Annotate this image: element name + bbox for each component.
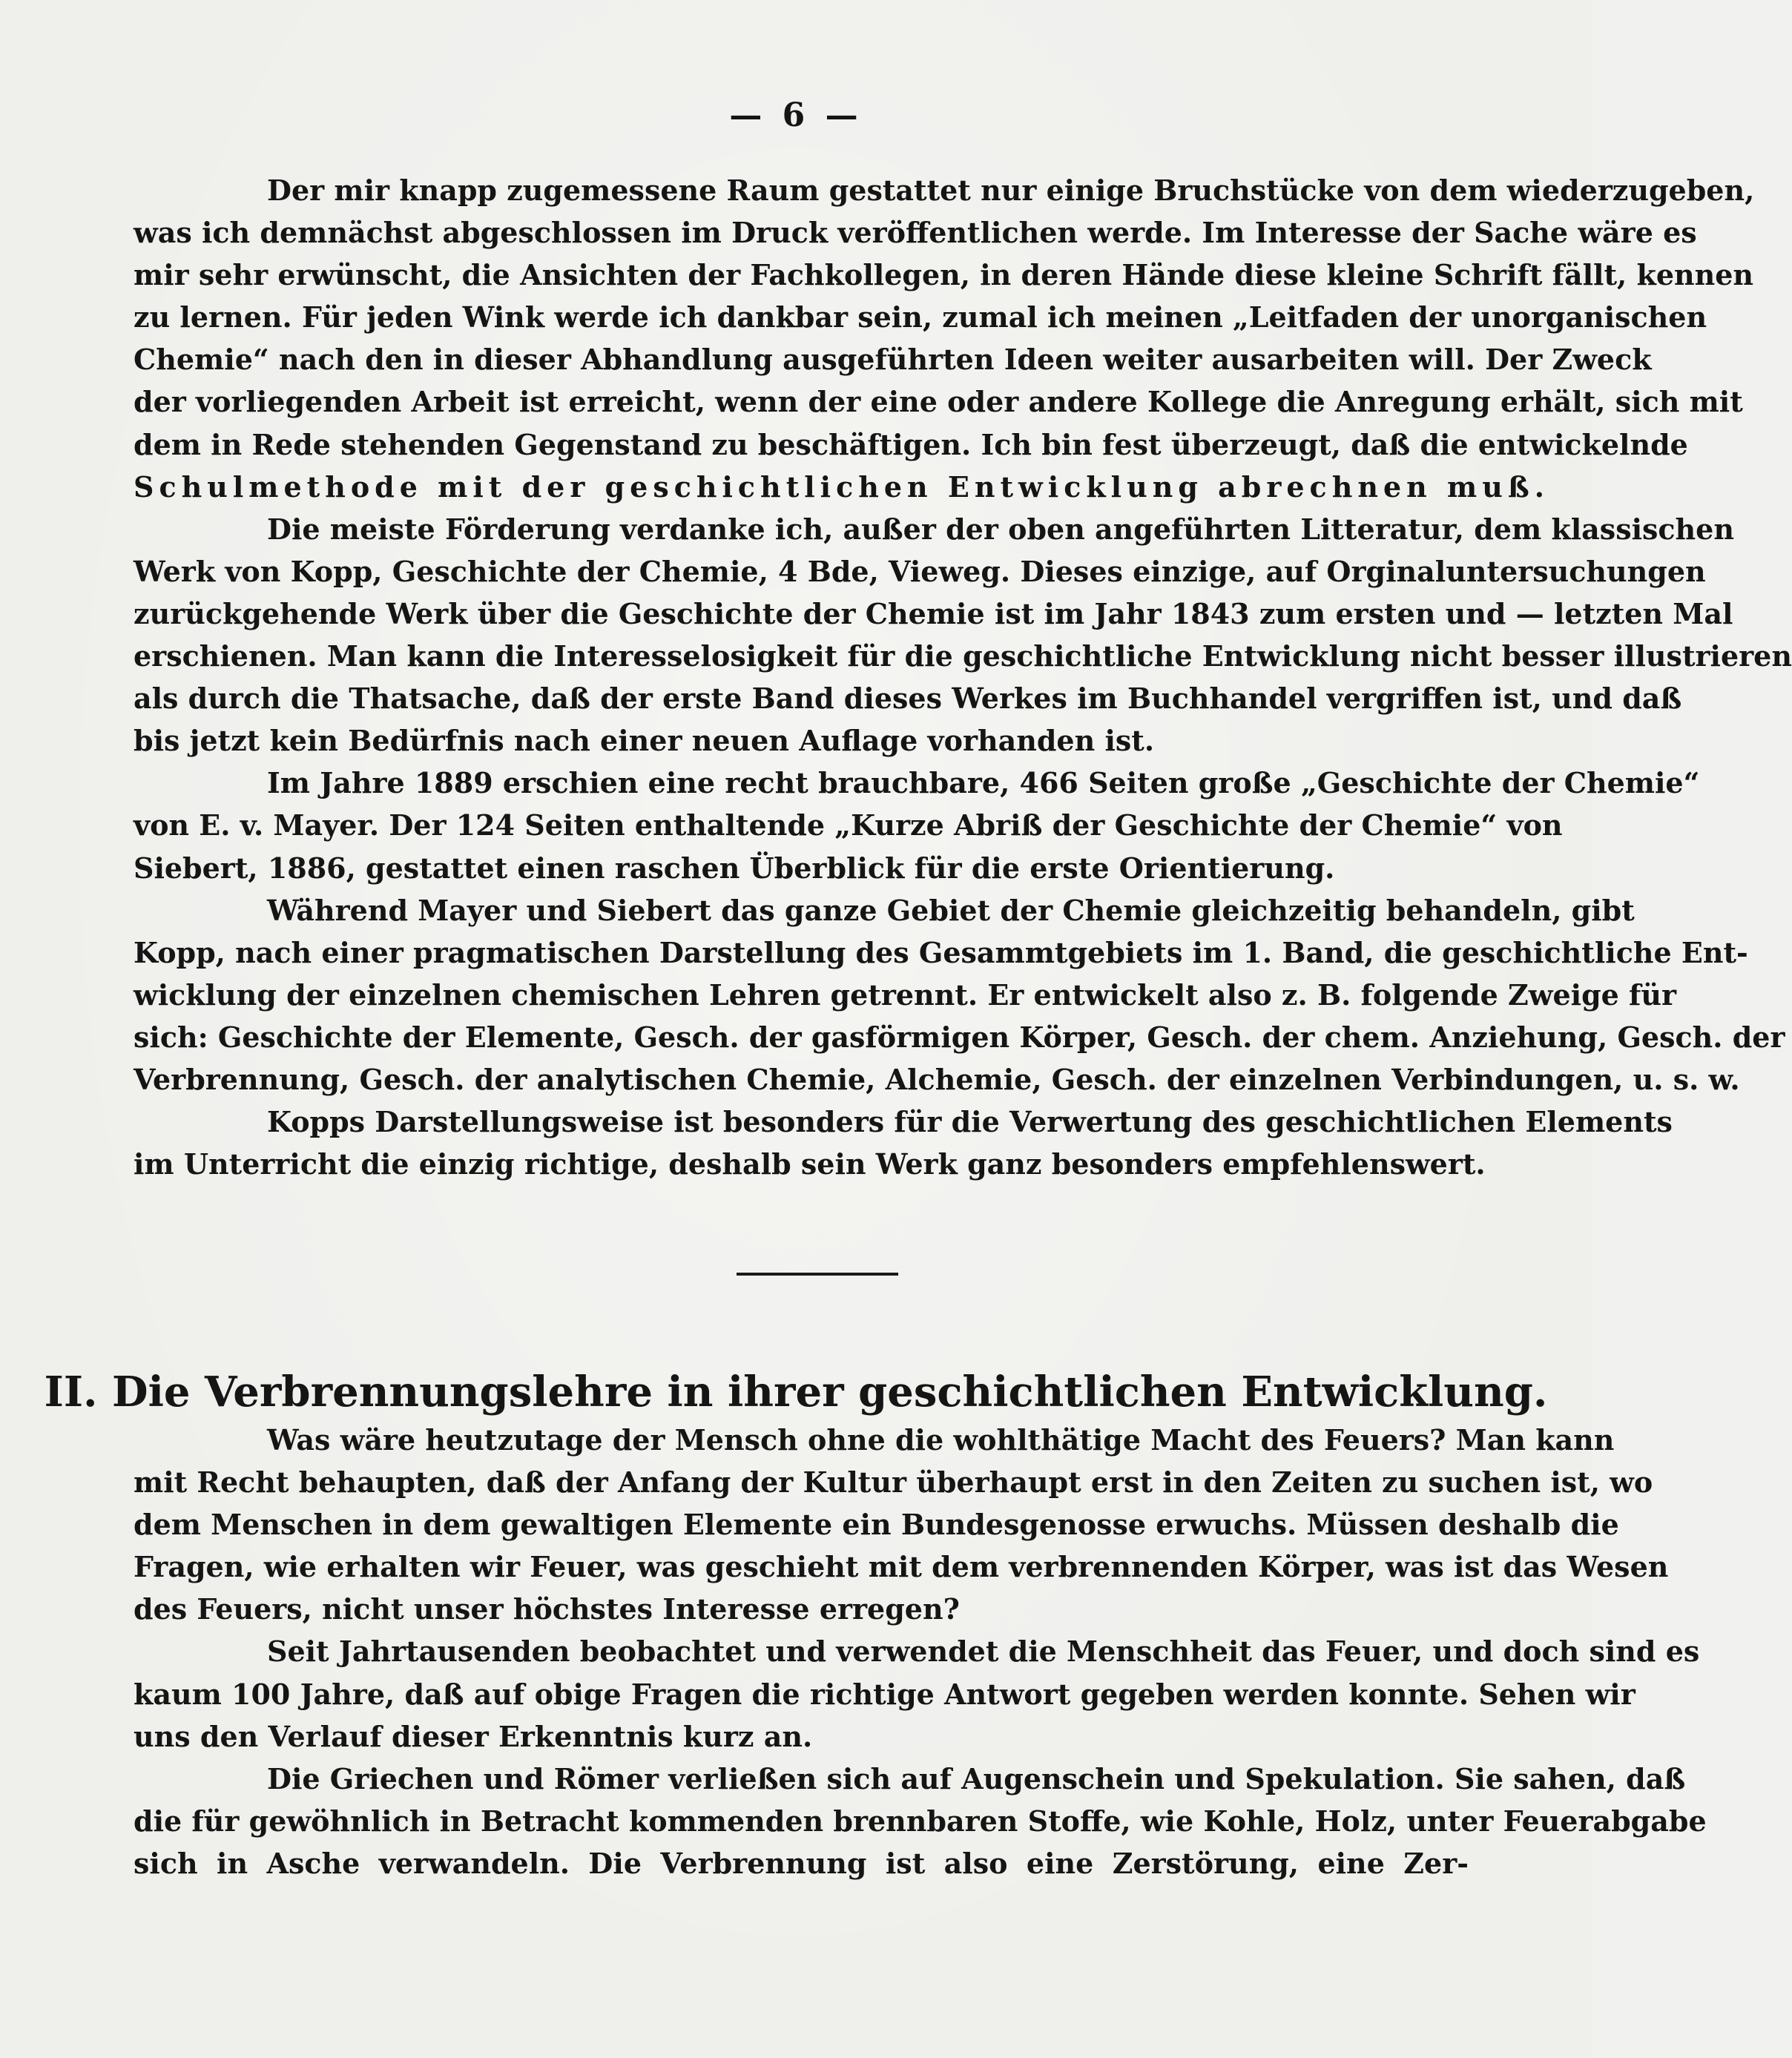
text-line: Fragen, wie erhalten wir Feuer, was geschieht mit dem verbrennenden Körper, was ist das Wesen bbox=[134, 1550, 1669, 1584]
text-line: Während Mayer und Siebert das ganze Gebiet der Chemie gleichzeitig behandeln, gibt bbox=[267, 893, 1635, 927]
section-text bbox=[134, 1419, 1707, 1884]
text-line: dem Menschen in dem gewaltigen Elemente ein Bundesgenosse erwuchs. Müssen deshalb die bbox=[134, 1508, 1619, 1542]
text-line: kaum 100 Jahre, daß auf obige Fragen die richtige Antwort gegeben werden konnte. Sehen wir bbox=[134, 1677, 1635, 1711]
text-line: Siebert, 1886, gestattet einen raschen Überblick für die erste Orientierung. bbox=[134, 851, 1335, 885]
page-number: — 6 — bbox=[729, 96, 863, 134]
text-line: bis jetzt kein Bedürfnis nach einer neuen Auflage vorhanden ist. bbox=[134, 724, 1155, 758]
text-line: als durch die Thatsache, daß der erste Band dieses Werkes im Buchhandel vergriffen ist, und daß bbox=[134, 682, 1682, 716]
text-line: erschienen. Man kann die Interesselosigkeit für die geschichtliche Entwicklung nicht besser illustrieren bbox=[134, 639, 1792, 673]
text-line: was ich demnächst abgeschlossen im Druck veröffentlichen werde. Im Interesse der Sache wäre es bbox=[134, 216, 1697, 250]
text-line: Seit Jahrtausenden beobachtet und verwendet die Menschheit das Feuer, und doch sind es bbox=[267, 1635, 1700, 1669]
text-line: des Feuers, nicht unser höchstes Interesse erregen? bbox=[134, 1592, 960, 1626]
section-divider bbox=[737, 1273, 898, 1276]
paragraph bbox=[134, 1758, 1707, 1884]
text-line: sich: Geschichte der Elemente, Gesch. der gasförmigen Körper, Gesch. der chem. Anziehung, Gesch. der bbox=[134, 1020, 1785, 1054]
text-line: Werk von Kopp, Geschichte der Chemie, 4 Bde, Vieweg. Dieses einzige, auf Orginaluntersuchungen bbox=[134, 554, 1706, 588]
text-line: dem in Rede stehenden Gegenstand zu beschäftigen. Ich bin fest überzeugt, daß die entwickelnde bbox=[134, 427, 1688, 461]
text-line: mir sehr erwünscht, die Ansichten der Fachkollegen, in deren Hände diese kleine Schrift fällt, kennen bbox=[134, 258, 1754, 292]
text-line: Im Jahre 1889 erschien eine recht brauchbare, 466 Seiten große „Geschichte der Chemie“ bbox=[267, 766, 1700, 800]
text-line: die für gewöhnlich in Betracht kommenden brennbaren Stoffe, wie Kohle, Holz, unter Feuerabgabe bbox=[134, 1804, 1707, 1838]
text-line: wicklung der einzelnen chemischen Lehren getrennt. Er entwickelt also z. B. folgende Zweige für bbox=[134, 977, 1677, 1012]
text-line: Kopp, nach einer pragmatischen Darstellung des Gesammtgebiets im 1. Band, die geschichtliche Ent- bbox=[134, 935, 1748, 969]
intro-text bbox=[134, 169, 1792, 1185]
text-line: Kopps Darstellungsweise ist besonders für die Verwertung des geschichtlichen Elements bbox=[267, 1105, 1673, 1139]
paragraph bbox=[134, 762, 1700, 888]
paragraph bbox=[134, 1101, 1673, 1185]
text-line: Verbrennung, Gesch. der analytischen Chemie, Alchemie, Gesch. der einzelnen Verbindungen, u. s. w. bbox=[134, 1062, 1740, 1096]
text-line: Der mir knapp zugemessene Raum gestattet nur einige Bruchstücke von dem wiederzugeben, bbox=[267, 174, 1755, 207]
text-line: Chemie“ nach den in dieser Abhandlung ausgeführten Ideen weiter ausarbeiten will. Der Zweck bbox=[134, 343, 1652, 377]
text-line: uns den Verlauf dieser Erkenntnis kurz an. bbox=[134, 1719, 813, 1753]
section-heading: II. Die Verbrennungslehre in ihrer geschichtlichen Entwicklung. bbox=[44, 1368, 1548, 1416]
text-line: im Unterricht die einzig richtige, deshalb sein Werk ganz besonders empfehlenswert. bbox=[134, 1147, 1486, 1181]
text-line: zurückgehende Werk über die Geschichte der Chemie ist im Jahr 1843 zum ersten und — letzten Mal bbox=[134, 596, 1733, 630]
paragraph bbox=[134, 169, 1755, 508]
text-line: mit Recht behaupten, daß der Anfang der Kultur überhaupt erst in den Zeiten zu suchen ist, wo bbox=[134, 1465, 1653, 1500]
text-line: sich in Asche verwandeln. Die Verbrennung ist also eine Zerstörung, eine Zer- bbox=[134, 1846, 1469, 1880]
text-line: Die meiste Förderung verdanke ich, außer der oben angeführten Litteratur, dem klassischen bbox=[267, 512, 1734, 546]
text-line: Was wäre heutzutage der Mensch ohne die wohlthätige Macht des Feuers? Man kann bbox=[267, 1423, 1615, 1457]
text-line: von E. v. Mayer. Der 124 Seiten enthaltende „Kurze Abriß der Geschichte der Chemie“ von bbox=[134, 808, 1563, 842]
paragraph bbox=[134, 1419, 1669, 1630]
paragraph bbox=[134, 508, 1792, 762]
text-line: zu lernen. Für jeden Wink werde ich dankbar sein, zumal ich meinen „Leitfaden der unorganischen bbox=[134, 300, 1707, 334]
text-line: Schulmethode mit der geschichtlichen Entwicklung abrechnen muß. bbox=[134, 469, 1549, 504]
paragraph bbox=[134, 889, 1785, 1101]
paragraph bbox=[134, 1630, 1700, 1757]
text-line: Die Griechen und Römer verließen sich auf Augenschein und Spekulation. Sie sahen, daß bbox=[267, 1761, 1686, 1795]
text-line: der vorliegenden Arbeit ist erreicht, wenn der eine oder andere Kollege die Anregung erhält, sich mit bbox=[134, 385, 1743, 419]
